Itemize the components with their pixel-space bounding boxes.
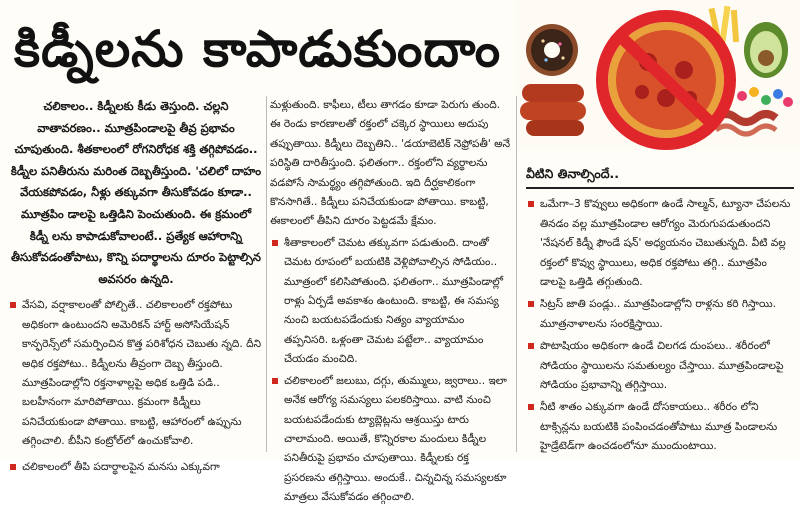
list-item: చలికాలంలో జలుబు, దగ్గు, తుమ్ములు, జ్వరాలు.. ఇలా అనేక ఆరోగ్య సమస్యలు పలకరిస్తాయి. వాటి నుంచి బయటపడేందుకు ట్యాబ్లెట్లను ఆశ్రయిస్తు టారు చాలామంది. అయితే, కొన్నిరకాల మందులు కిడ్నీల పనితీరుపై ప్రభావం చూపుతాయి. కిడ్నీలకు రక్త ప్రసరణను తగ్గిస్తాయి. అందుకే.. చిన్నచిన్న సమస్యలకూ మాత్రలు వేసుకోవడం తగ్గించాలి. bbox=[270, 372, 510, 508]
list-item: శీతాకాలంలో చెమట తక్కువగా పడుతుంది. దాంతో చెమట రూపంలో బయటికి వెళ్లిపోవాల్సిన సోడియం.. మూత్రంలో కలిసిపోతుంది. ఫలితంగా.. మూత్రపిండాల్లో రాళ్లు ఏర్పడే అవకాశం ఉంటుంది. కాబట్టి, ఈ సమస్య నుంచి బయటపడేందుకు నిత్యం వ్యాయామం తప్పనిసరి. ఒళ్లంతా చెమట పట్టేలా.. వ్యాయామం చేయడం మంచిది. bbox=[270, 234, 510, 370]
sidebar-heading: వీటిని తినాల్సిందే.. bbox=[526, 160, 794, 189]
sidebar-box bbox=[526, 160, 794, 456]
list-item: చలికాలంలో తీపి పదార్థాలపైన మనసు ఎక్కువగా bbox=[8, 458, 264, 477]
list-item: పొటాషియం అధికంగా ఉండే చిలగడ దుంపలు.. శరీరంలో సోడియం స్థాయిలను సమతుల్యం చేస్తాయి. మూత్రపిండాలపై సోడియం ప్రభావాన్ని తగ్గిస్తాయి. bbox=[526, 337, 794, 395]
column-divider bbox=[516, 96, 517, 452]
list-item: సిట్రస్ జాతి పండ్లు.. మూత్రపిండాల్లోని రాళ్లను కరి గిస్తాయి. మూత్రనాళాలను సంరక్షిస్తాయి. bbox=[526, 295, 794, 334]
body-paragraph: మళ్లుతుంది. కాఫీలు, టీలు తాగడం కూడా పెరుగు తుంది. ఈ రెండు కారణాలతో రక్తంలో చక్కెర స్థాయిలు అదుపు తప్పుతాయి. కిడ్నీలు దెబ్బతిని.. 'డయాబెటిక్ నెఫ్రోపతీ' అనే పరిస్థితి దారితీస్తుంది. ఫలితంగా.. రక్తంలోని వ్యర్థాలను వడపోసే సామర్థ్యం తగ్గిపోతుంది. ఇది దీర్ఘకాలికంగా కొనసాగితే.. కిడ్నీలు పనిచేయకుండా పోతాయి. కాబట్టి, ఈకాలంలో తీపిని దూరం పెట్టడమే క్షేమం. bbox=[270, 99, 511, 228]
headline: కిడ్నీలను కాపాడుకుందాం bbox=[14, 20, 502, 78]
column-1 bbox=[8, 96, 264, 473]
lead-paragraph: చలికాలం.. కిడ్నీలకు కీడు తెస్తుంది. చల్లని వాతావరణం.. మూత్రపిండాలపై తీవ్ర ప్రభావం చూపుతుంది. శీతకాలంలో రోగనిరోధక శక్తి తగ్గిపోవడం.. కిడ్నీల పనితీరును మరింత దెబ్బతీస్తుంది. 'చలిలో దాహం వేయకపోవడం, నీళ్లు తక్కువగా తీసుకోవడం కూడా.. మూత్రపిం డాలపై ఒత్తిడిని పెంచుతుంది. ఈ క్రమంలో కిడ్నీ లను కాపాడుకోవాలంటే.. ప్రత్యేక ఆహారాన్ని తీసుకోవడంతోపాటు, కొన్ని పదార్థాలను దూరం పెట్టాల్సిన అవసరం ఉన్నది. bbox=[10, 99, 262, 286]
junk-food-prohibition-illustration bbox=[516, 0, 800, 150]
list-item: నీటి శాతం ఎక్కువగా ఉండే దోసకాయలు.. శరీరం లోని టాక్సిన్లను బయటికి పంపించడంతోపాటు మూత్ర పిండాలను హైడ్రేటెడ్‌గా ఉంచడంలోనూ ముందుంటాయి. bbox=[526, 398, 794, 456]
column-divider bbox=[266, 96, 267, 452]
column-2 bbox=[270, 96, 511, 504]
list-item: ఒమేగా–3 కొవ్వులు అధికంగా ఉండే సాల్మన్, ట్యూనా చేపలను తినడం వల్ల మూత్రపిండాల ఆరోగ్యం మెరుగుపడుతుందని 'నేషనల్ కిడ్నీ ఫౌండే షన్' అధ్యయనం చెబుతున్నది. వీటి వల్ల రక్తంలో కొవ్వు స్థాయిలు, అధిక రక్తపోటు తగ్గి.. మూత్రపిం డాలపై ఒత్తిడి తగ్గుతుంది. bbox=[526, 195, 794, 292]
list-item: వేసవి, వర్షాకాలంతో పోల్చితే.. చలికాలంలో రక్తపోటు అధికంగా ఉంటుందని అమెరికన్ హార్ట్ అసోసియేషన్ కాన్ఫరెన్స్‌లో సమర్పించిన కొత్త పరిశోధన చెబుతు న్నది. దీని అధిక రక్తపోటు.. కిడ్నీలను తీవ్రంగా దెబ్బ తీస్తుంది. మూత్రపిండాల్లోని రక్తనాళాల్లపై అధిక ఒత్తిడి పడి.. బలహీనంగా మారిపోతాయి. క్రమంగా కిడ్నీలు పనిచేయకుండా పోతాయి. కాబట్టి, ఆహారంలో ఉప్పును తగ్గించాలి. బీపీని కంట్రోల్‌లో ఉంచుకోవాలి. bbox=[8, 296, 264, 451]
